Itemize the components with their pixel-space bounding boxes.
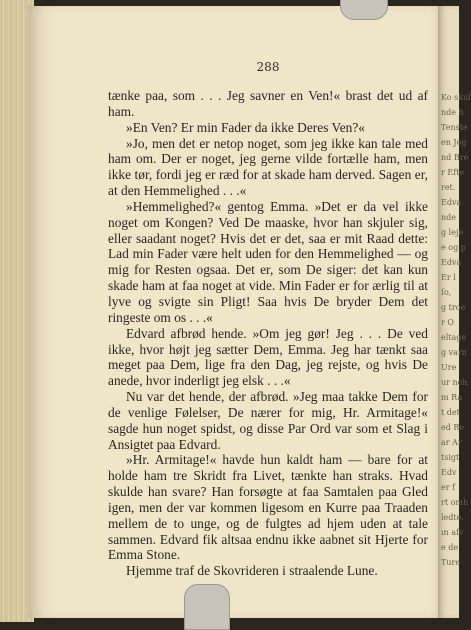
paragraph: Nu var det hende, der afbrød. »Jeg maa takke Dem for de venlige Følelser, De nærer for mig, Hr. Armitage!« sagde hun noget spidst, og disse Par Ord var som et Slag i Ansigtet paa Edvard. xyxy=(108,389,428,452)
facing-page-line: Edva xyxy=(441,198,462,207)
facing-page-line: t det xyxy=(441,408,460,417)
bottom-page-clip xyxy=(184,584,230,630)
facing-page-line: rt omh xyxy=(441,498,469,507)
facing-page-line: ur neh xyxy=(441,378,468,387)
facing-page-line: nde h xyxy=(441,108,464,117)
facing-page-line: Er l xyxy=(441,273,456,282)
facing-page-line: Edva xyxy=(441,258,462,267)
facing-page-edge xyxy=(438,6,471,618)
facing-page-line: ledte. xyxy=(441,513,464,522)
facing-page-line: en Jeg xyxy=(441,138,467,147)
page-body-text xyxy=(108,88,428,579)
facing-page-line: nd Bre xyxy=(441,153,469,162)
facing-page-line: e de xyxy=(441,543,459,552)
paragraph: »Hr. Armitage!« havde hun kaldt ham — bare for at holde ham tre Skridt fra Livet, tænkte han straks. Hvad skulde han svare? Han forsøgte at faa Samtalen paa Gled igen, men der var kommen ligesom en Kurre paa Traaden mellem de to unge, og de fulgtes ad hjem uden at tale sammen. Edvard fik altsaa endnu ikke aabnet sit Hjerte for Emma Stone. xyxy=(108,452,428,563)
paragraph: »Hemmelighed?« gentog Emma. »Det er da vel ikke noget om Kongen? Ved De maaske, hvor han skjuler sig, eller saadant noget? Hvis det er det, saa er mit Raad dette: Lad min Fader være helt uden for den Hemmelighed — og mig for Resten ogsaa. Det er, som De siger: det kan kun skade ham at faa noget at vide. Min Fader er for ærlig til at lyve og svigte sin Pligt! Saa hvis De bryder Dem det ringeste om os . . .« xyxy=(108,198,428,325)
facing-page-line: Ko skul xyxy=(441,93,471,102)
page-number: 288 xyxy=(256,60,280,74)
paragraph: »Jo, men det er netop noget, som jeg ikke kan tale med ham om. Der er noget, jeg gerne vilde fortælle ham, men ikke tør, fordi jeg er ræd for at skade ham derved. Sagen er, at den Hemmelighed . . .« xyxy=(108,135,428,199)
facing-page-line: ed Re xyxy=(441,423,465,432)
facing-page-line: Ture xyxy=(441,558,461,567)
facing-page-line: r Efte xyxy=(441,168,465,177)
facing-page-line: Edv xyxy=(441,468,457,477)
facing-page-line: g varn xyxy=(441,348,467,357)
facing-page-line: eltage xyxy=(441,333,467,342)
paragraph: tænke paa, som . . . Jeg savner en Ven!« brast det ud af ham. xyxy=(108,88,428,119)
facing-page-line: er f xyxy=(441,483,456,492)
top-page-clip xyxy=(340,0,388,20)
facing-page-line: Tenste xyxy=(441,123,468,132)
facing-page-line: ın afv xyxy=(441,528,464,537)
facing-page-line: Ure xyxy=(441,363,457,372)
facing-page-line: tsigt xyxy=(441,453,460,462)
facing-page-line: g leje xyxy=(441,228,464,237)
paragraph: Edvard afbrød hende. »Om jeg gør! Jeg . . . De ved ikke, hvor højt jeg sætter Dem, Emma. Jeg har tænkt saa meget paa Dem, lige fra den Dag, jeg rejste, og hvis De anede, hvor inderligt jeg elsk . . .« xyxy=(108,325,428,389)
facing-page-line: r O xyxy=(441,318,454,327)
paragraph: Hjemme traf de Skovrideren i straalende Lune. xyxy=(126,563,378,579)
facing-page-line: nde xyxy=(441,213,457,222)
facing-page-line: ſo, xyxy=(441,288,452,297)
paragraph: »En Ven? Er min Fader da ikke Deres Ven?« xyxy=(126,119,365,135)
facing-page-text-fragments xyxy=(438,6,471,570)
facing-page-line: ar Ar xyxy=(441,438,462,447)
facing-page-line: ret. xyxy=(441,183,456,192)
facing-page-line: g troe xyxy=(441,303,466,312)
facing-page-line: m Ra xyxy=(441,393,463,402)
facing-page-line: e og p xyxy=(441,243,466,252)
